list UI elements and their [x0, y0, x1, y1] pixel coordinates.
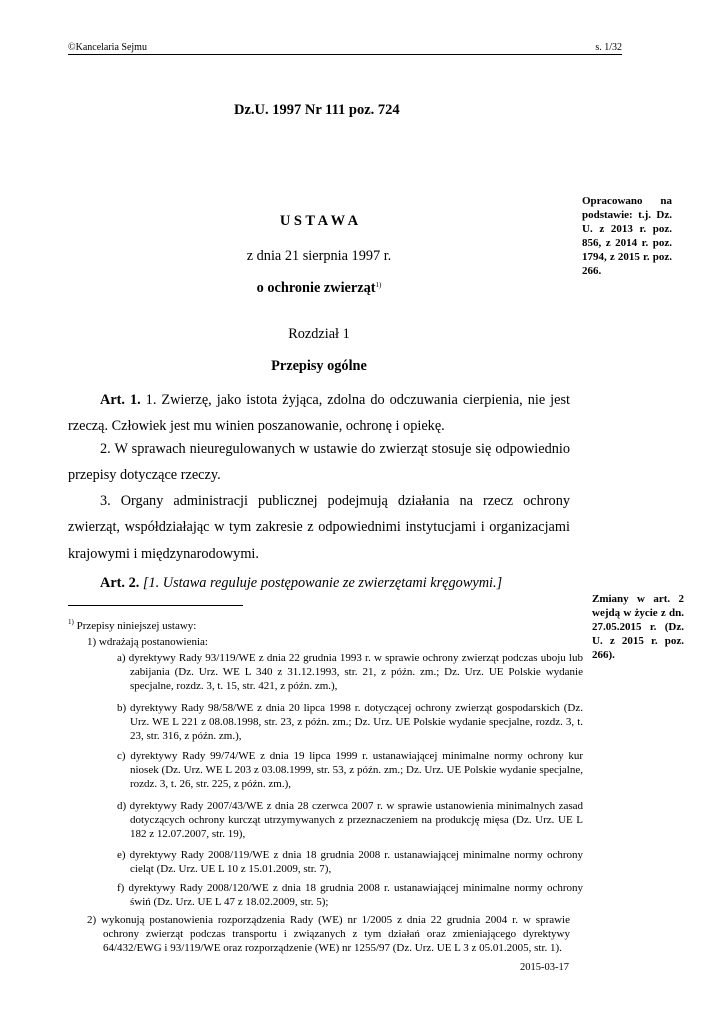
act-title-text: o ochronie zwierząt: [256, 280, 376, 296]
art2-para: [100, 570, 570, 596]
chapter-title: Przepisy ogólne: [271, 358, 367, 374]
footnote-item-1: 1) wdrażają postanowienia:: [87, 636, 208, 648]
header-source: ©Kancelaria Sejmu: [68, 42, 147, 53]
art2-label: Art. 2.: [100, 575, 140, 591]
footnote-item-2: 2) wykonują postanowienia rozporządzenia Rady (WE) nr 1/2005 z dnia 22 grudnia 2004 r. w sprawie ochrony zwierząt podczas transportu i związanych z tym działań oraz zmieniającego dyrektywy 64/432/EWG i 93/119/WE oraz rozporządzenie (WE) nr 1255/97 (Dz. Urz. UE L 3 z 05.01.2005, str. 1).: [87, 914, 570, 955]
footnote-sub-a: a) dyrektywy Rady 93/119/WE z dnia 22 grudnia 1993 r. w sprawie ochrony zwierząt podczas uboju lub zabijania (Dz. Urz. WE L 340 z 31.12.1993, str. 21, z późn. zm.; Dz. Urz. UE Polskie wydanie specjalne, rozdz. 3, t. 15, str. 421, z późn. zm.),: [117, 652, 583, 693]
header-rule: [68, 54, 622, 55]
document-citation: Dz.U. 1997 Nr 111 poz. 724: [234, 102, 400, 118]
art1-p1-text: 1. Zwierzę, jako istota żyjąca, zdolna do odczuwania cierpienia, nie jest rzeczą. Człowiek jest mu winien poszanowanie, ochronę i opiekę.: [68, 392, 571, 435]
footnote-intro: [68, 619, 570, 633]
act-date: z dnia 21 sierpnia 1997 r.: [246, 248, 392, 264]
footnote-ref-1[interactable]: 1): [375, 281, 382, 289]
sidenote-changes: Zmiany w art. 2 wejdą w życie z dn. 27.05.2015 r. (Dz. U. z 2015 r. poz. 266).: [592, 593, 684, 661]
art1-para3: 3. Organy administracji publicznej podejmują działania na rzecz ochrony zwierząt, współdziałając w tym zakresie z odpowiednimi instytucjami i organizacjami krajowymi i międzynarodowymi.: [68, 493, 570, 562]
art1-para2: 2. W sprawach nieuregulowanych w ustawie do zwierząt stosuje się odpowiednio przepisy dotyczące rzeczy.: [68, 441, 570, 484]
footnote-separator: [68, 605, 243, 606]
act-kind: U S T A W A: [279, 213, 359, 229]
footnote-sub-f: f) dyrektywy Rady 2008/120/WE z dnia 18 grudnia 2008 r. ustanawiającej minimalne normy ochrony świń (Dz. Urz. UE L 47 z 18.02.2009, str. 5);: [117, 882, 583, 909]
footer-date: 2015-03-17: [520, 962, 569, 973]
act-title: [68, 280, 570, 297]
footnote-sub-d: d) dyrektywy Rady 2007/43/WE z dnia 28 czerwca 2007 r. w sprawie ustanowienia minimalnych zasad dotyczących ochrony kurcząt utrzymywanych z przeznaczeniem na produkcję mięsa (Dz. Urz. UE L 182 z 12.07.2007, str. 19),: [117, 800, 583, 841]
sidenote-basis: Opracowano na podstawie: t.j. Dz. U. z 2013 r. poz. 856, z 2014 r. poz. 1794, z 2015 r. poz. 266.: [582, 195, 672, 277]
footnote-marker: 1): [68, 618, 74, 626]
art2-text: [1. Ustawa reguluje postępowanie ze zwierzętami kręgowymi.]: [142, 575, 503, 591]
footnote-sub-e: e) dyrektywy Rady 2008/119/WE z dnia 18 grudnia 2008 r. ustanawiającej minimalne normy ochrony cieląt (Dz. Urz. UE L 10 z 15.01.2009, str. 7),: [117, 849, 583, 876]
art1-label: Art. 1.: [100, 392, 141, 408]
art1-para1: [68, 387, 570, 440]
page-number: s. 1/32: [595, 42, 622, 53]
chapter-number: Rozdział 1: [288, 326, 350, 342]
footnote-sub-b: b) dyrektywy Rady 98/58/WE z dnia 20 lipca 1998 r. dotyczącej ochrony zwierząt gospodarskich (Dz. Urz. WE L 221 z 08.08.1998, str. 23, z późn. zm.; Dz. Urz. UE Polskie wydanie specjalne, rozdz. 3, t. 23, str. 316, z późn. zm.),: [117, 702, 583, 743]
footnote-sub-c: c) dyrektywy Rady 99/74/WE z dnia 19 lipca 1999 r. ustanawiającej minimalne normy ochrony kur niosek (Dz. Urz. WE L 203 z 03.08.1999, str. 53, z późn. zm.; Dz. Urz. UE Polskie wydanie specjalne, rozdz. 3, t. 26, str. 225, z późn. zm.),: [117, 750, 583, 791]
footnote-intro-text: Przepisy niniejszej ustawy:: [76, 620, 197, 632]
